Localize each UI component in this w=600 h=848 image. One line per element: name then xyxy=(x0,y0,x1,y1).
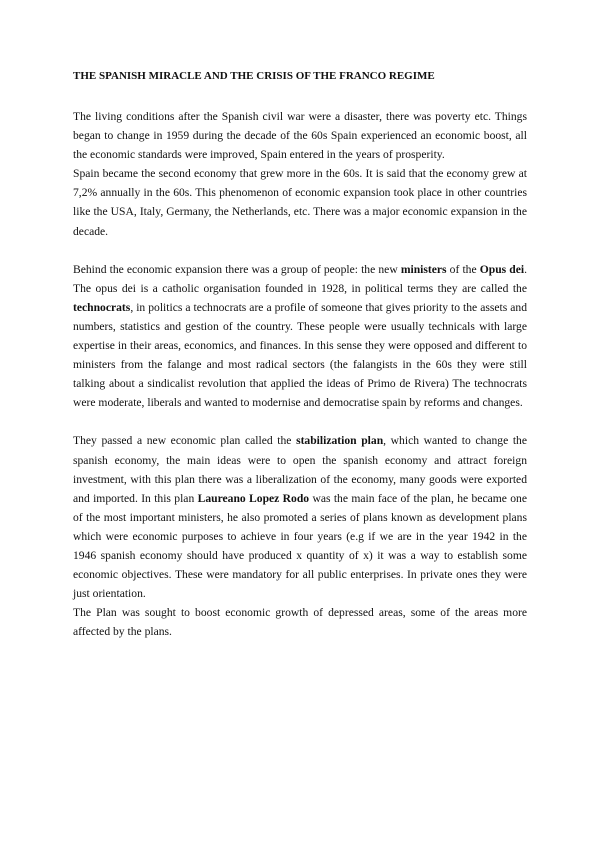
bold-term-stabilization-plan: stabilization plan xyxy=(296,434,384,448)
document-title: THE SPANISH MIRACLE AND THE CRISIS OF THE FRANCO REGIME xyxy=(73,70,435,82)
paragraph-stabilization-plan xyxy=(73,431,527,603)
paragraph-living-conditions xyxy=(73,107,527,164)
paragraph-technocrats xyxy=(73,260,527,413)
paragraph-text: of the xyxy=(446,262,480,276)
bold-term-technocrats: technocrats xyxy=(73,300,131,314)
paragraph-economic-growth xyxy=(73,164,527,240)
paragraph-text: , which wanted to change the spanish economy, the main ideas were to open the spanish economy and attract foreign investment, with this plan there was a liberalization of the economy, many goods were exported and imported. In this plan xyxy=(73,434,527,505)
paragraph-text: was the main face of the plan, he became one of the most important ministers, he also promoted a series of plans known as development plans which were economic purposes to achieve in four years (e.g if we are in the year 1942 in the 1946 spanish economy should have produced x quantity of x) it was a way to establish some economic objectives. These were mandatory for all public enterprises. In private ones they were just orientation. xyxy=(73,491,527,601)
paragraph-text: Spain became the second economy that grew more in the 60s. It is said that the economy grew at 7,2% annually in the 60s. This phenomenon of economic expansion took place in other countries like the USA, Italy, Germany, the Netherlands, etc. There was a major economic expansion in the decade. xyxy=(73,167,527,238)
paragraph-text: , in politics a technocrats are a profile of someone that gives priority to the assets and numbers, statistics and gestion of the country. These people were usually technicals with large expertise in their areas, economics, and finances. In this sense they were opposed and different to ministers from the falange and most radical sectors (the falangists in the 60s they were still talking about a sindicalist revolution that applied the ideas of Primo de Rivera) The technocrats were moderate, liberals and wanted to modernise and democratise spain by reforms and changes. xyxy=(73,300,527,410)
paragraph-text: Behind the economic expansion there was a group of people: the new xyxy=(73,262,401,276)
bold-term-laureano-lopez-rodo: Laureano Lopez Rodo xyxy=(197,491,310,505)
paragraph-text: They passed a new economic plan called the xyxy=(73,434,297,448)
paragraph-text: . The opus dei is a catholic organisation founded in 1928, in political terms they are called the xyxy=(73,262,527,295)
bold-term-ministers: ministers xyxy=(400,262,447,276)
document-page xyxy=(73,66,527,641)
paragraph-text: The Plan was sought to boost economic growth of depressed areas, some of the areas more affected by the plans. xyxy=(73,606,527,639)
bold-term-opus-dei: Opus dei xyxy=(479,262,525,276)
paragraph-text: The living conditions after the Spanish civil war were a disaster, there was poverty etc. Things began to change in 1959 during the decade of the 60s Spain experienced an economic boost, all the economic standards were improved, Spain entered in the years of prosperity. xyxy=(73,110,527,162)
paragraph-depressed-areas xyxy=(73,603,527,641)
